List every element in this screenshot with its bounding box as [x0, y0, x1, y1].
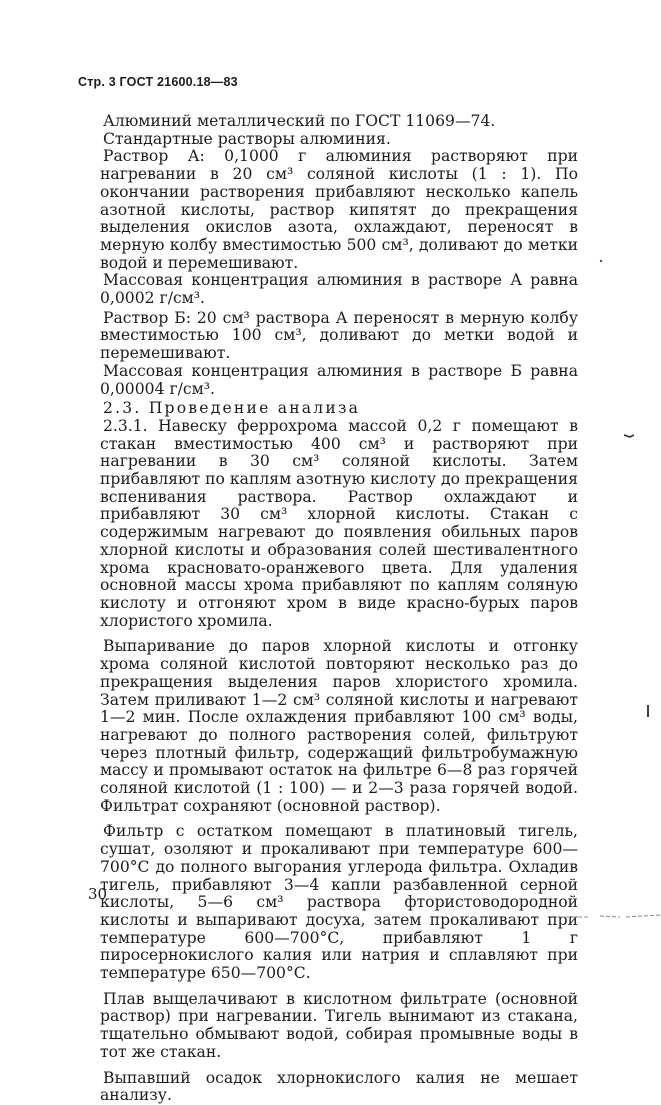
- paragraph-precipitate: Выпавший осадок хлорнокислого калия не мешает анализу.: [100, 1068, 578, 1105]
- scan-speck: [647, 705, 650, 717]
- paragraph-melt-leaching: Плав выщелачивают в кислотном фильтрате (основной раствор) при нагревании. Тигель вынимают из стакана, тщательно обмывают водой, собирая промывные воды в тот же стакан.: [100, 989, 578, 1061]
- paragraph-standard-solutions: Стандартные растворы алюминия.: [103, 129, 391, 148]
- paragraph-aluminium-metal: Алюминий металлический по ГОСТ 11069—74.: [103, 112, 496, 130]
- paragraph-solution-a: Раствор А: 0,1000 г алюминия растворяют при нагревании в 20 см³ соляной кислоты (1 : 1). По окончании растворения прибавляют несколько капель азотной кислоты, раствор кипятят до прекращения выделения окислов азота, охлаждают, переносят в мерную колбу вместимостью 500 см³, доливают до метки водой и перемешивают.: [100, 147, 578, 272]
- document-body: [100, 113, 578, 1105]
- paragraph-concentration-b: Массовая концентрация алюминия в растворе Б равна 0,00004 г/см³.: [100, 361, 578, 398]
- paragraph-2-3-1: 2.3.1. Навеску феррохрома массой 0,2 г помещают в стакан вместимостью 400 см³ и растворяют при нагревании в 30 см³ соляной кислоты. Затем прибавляют по каплям азотную кислоту до прекращения вспенивания раствора. Раствор охлаждают и прибавляют 30 см³ хлорной кислоты. Стакан с содержимым нагревают до появления обильных паров хлорной кислоты и образования солей шестивалентного хрома красновато-оранжевого цвета. Для удаления основной массы хрома прибавляют по каплям соляную кислоту и отгоняют хром в виде красно-бурых паров хлористого хромила.: [100, 416, 578, 630]
- paragraph-filter-residue: Фильтр с остатком помещают в платиновый тигель, сушат, озоляют и прокаливают при температуре 600—700°С до полного выгорания углерода фильтра. Охладив тигель, прибавляют 3—4 капли разбавленной серной кислоты, 5—6 см³ раствора фтористоводородной кислоты и выпаривают досуха, затем прокаливают при температуре 600—700°С, прибавляют 1 г пиросернокислого калия или натрия и сплавляют при температуре 650—700°С.: [100, 822, 578, 983]
- paragraph-solution-b: Раствор Б: 20 см³ раствора А переносят в мерную колбу вместимостью 100 см³, доливают до метки водой и перемешивают.: [100, 308, 578, 363]
- scan-speck: [624, 434, 634, 438]
- paragraph-concentration-a: Массовая концентрация алюминия в растворе А равна 0,0002 г/см³.: [100, 271, 578, 308]
- scan-speck: [599, 259, 603, 263]
- paragraph-evaporation: Выпаривание до паров хлорной кислоты и отгонку хрома соляной кислотой повторяют несколько раз до прекращения выделения паров хлористого хромила. Затем приливают 1—2 см³ соляной кислоты и нагревают 1—2 мин. После охлаждения прибавляют 100 см³ воды, нагревают до полного растворения солей, фильтруют через плотный фильтр, содержащий фильтробумажную массу и промывают остаток на фильтре 6—8 раз горячей соляной кислотой (1 : 100) — и 2—3 раза горячей водой. Фильтрат сохраняют (основной раствор).: [100, 637, 578, 815]
- page-number: 30: [88, 885, 108, 903]
- scan-edge-artifact: [560, 912, 660, 920]
- section-heading: 2.3. Проведение анализа: [103, 399, 361, 418]
- page-header: Стр. 3 ГОСТ 21600.18—83: [78, 75, 238, 89]
